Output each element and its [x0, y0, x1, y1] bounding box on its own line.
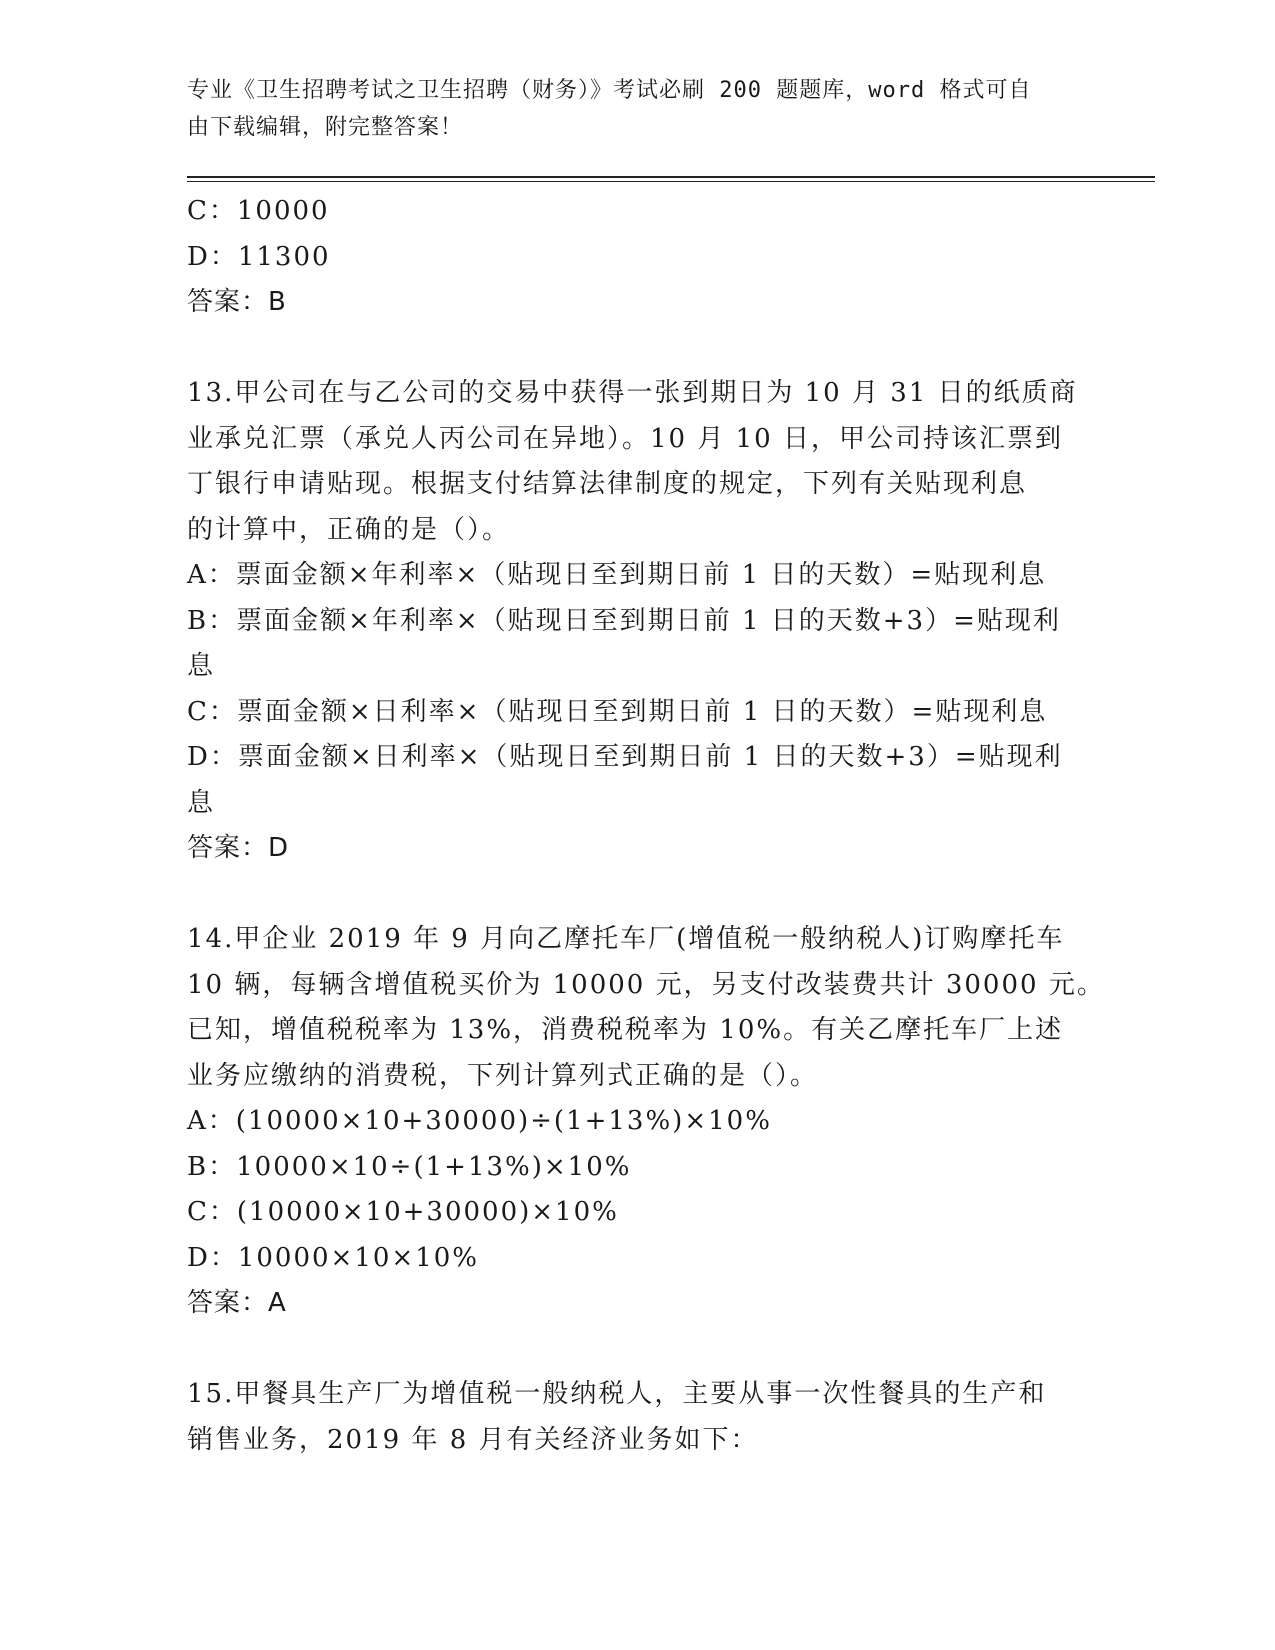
- question-stem-line: 13.甲公司在与乙公司的交易中获得一张到期日为 10 月 31 日的纸质商: [187, 378, 1078, 408]
- header-line: 由下载编辑，附完整答案！: [187, 115, 464, 140]
- question-stem-line: 丁银行申请贴现。根据支付结算法律制度的规定，下列有关贴现利息: [187, 469, 1028, 499]
- option-d: D：11300: [187, 241, 331, 272]
- option-c: C：(10000×10+30000)×10%: [187, 1197, 619, 1227]
- question-stem-line: 的计算中，正确的是（）。: [187, 514, 511, 545]
- question-stem-line: 已知，增值税税率为 13%，消费税税率为 10%。有关乙摩托车厂上述: [187, 1015, 1064, 1045]
- question-stem-line: 10 辆，每辆含增值税买价为 10000 元，另支付改装费共计 30000 元。: [187, 969, 1105, 1000]
- option-b: B：10000×10÷(1+13%)×10%: [187, 1151, 632, 1182]
- question-stem-line: 15.甲餐具生产厂为增值税一般纳税人，主要从事一次性餐具的生产和: [187, 1379, 1047, 1409]
- option-d-continued: 息: [187, 787, 216, 818]
- question-13: [187, 371, 1087, 872]
- option-a: A：票面金额×年利率×（贴现日至到期日前 1 日的天数）=贴现利息: [187, 560, 1047, 590]
- question-stem-line: 业务应缴纳的消费税，下列计算列式正确的是（）。: [187, 1060, 819, 1091]
- document-header: [187, 72, 1087, 146]
- option-d: D：10000×10×10%: [187, 1242, 479, 1273]
- option-b: B：票面金额×年利率×（贴现日至到期日前 1 日的天数+3）=贴现利: [187, 605, 1061, 636]
- answer-line: 答案：D: [187, 833, 290, 863]
- option-c: C：10000: [187, 196, 330, 226]
- prev-question-block: [187, 189, 1087, 326]
- header-divider-thin: [187, 181, 1155, 182]
- answer-line: 答案：A: [187, 1288, 287, 1318]
- option-a: A：(10000×10+30000)÷(1+13%)×10%: [187, 1106, 772, 1136]
- header-divider-thick: [187, 176, 1155, 178]
- question-stem-line: 销售业务，2019 年 8 月有关经济业务如下：: [187, 1424, 759, 1455]
- question-stem-line: 14.甲企业 2019 年 9 月向乙摩托车厂(增值税一般纳税人)订购摩托车: [187, 924, 1065, 954]
- spacer: [187, 326, 1087, 372]
- question-stem-line: 业承兑汇票（承兑人丙公司在异地）。10 月 10 日，甲公司持该汇票到: [187, 423, 1063, 454]
- spacer: [187, 872, 1087, 918]
- option-c: C：票面金额×日利率×（贴现日至到期日前 1 日的天数）=贴现利息: [187, 696, 1048, 727]
- question-14: [187, 917, 1105, 1327]
- answer-line: 答案：B: [187, 287, 287, 317]
- option-d: D：票面金额×日利率×（贴现日至到期日前 1 日的天数+3）=贴现利: [187, 742, 1063, 772]
- spacer: [187, 1327, 1087, 1373]
- document-body: [187, 189, 1105, 1463]
- option-b-continued: 息: [187, 651, 216, 681]
- header-line: 专业《卫生招聘考试之卫生招聘（财务）》考试必刷 200 题题库，word 格式可自: [187, 78, 1032, 103]
- question-15: [187, 1372, 1087, 1463]
